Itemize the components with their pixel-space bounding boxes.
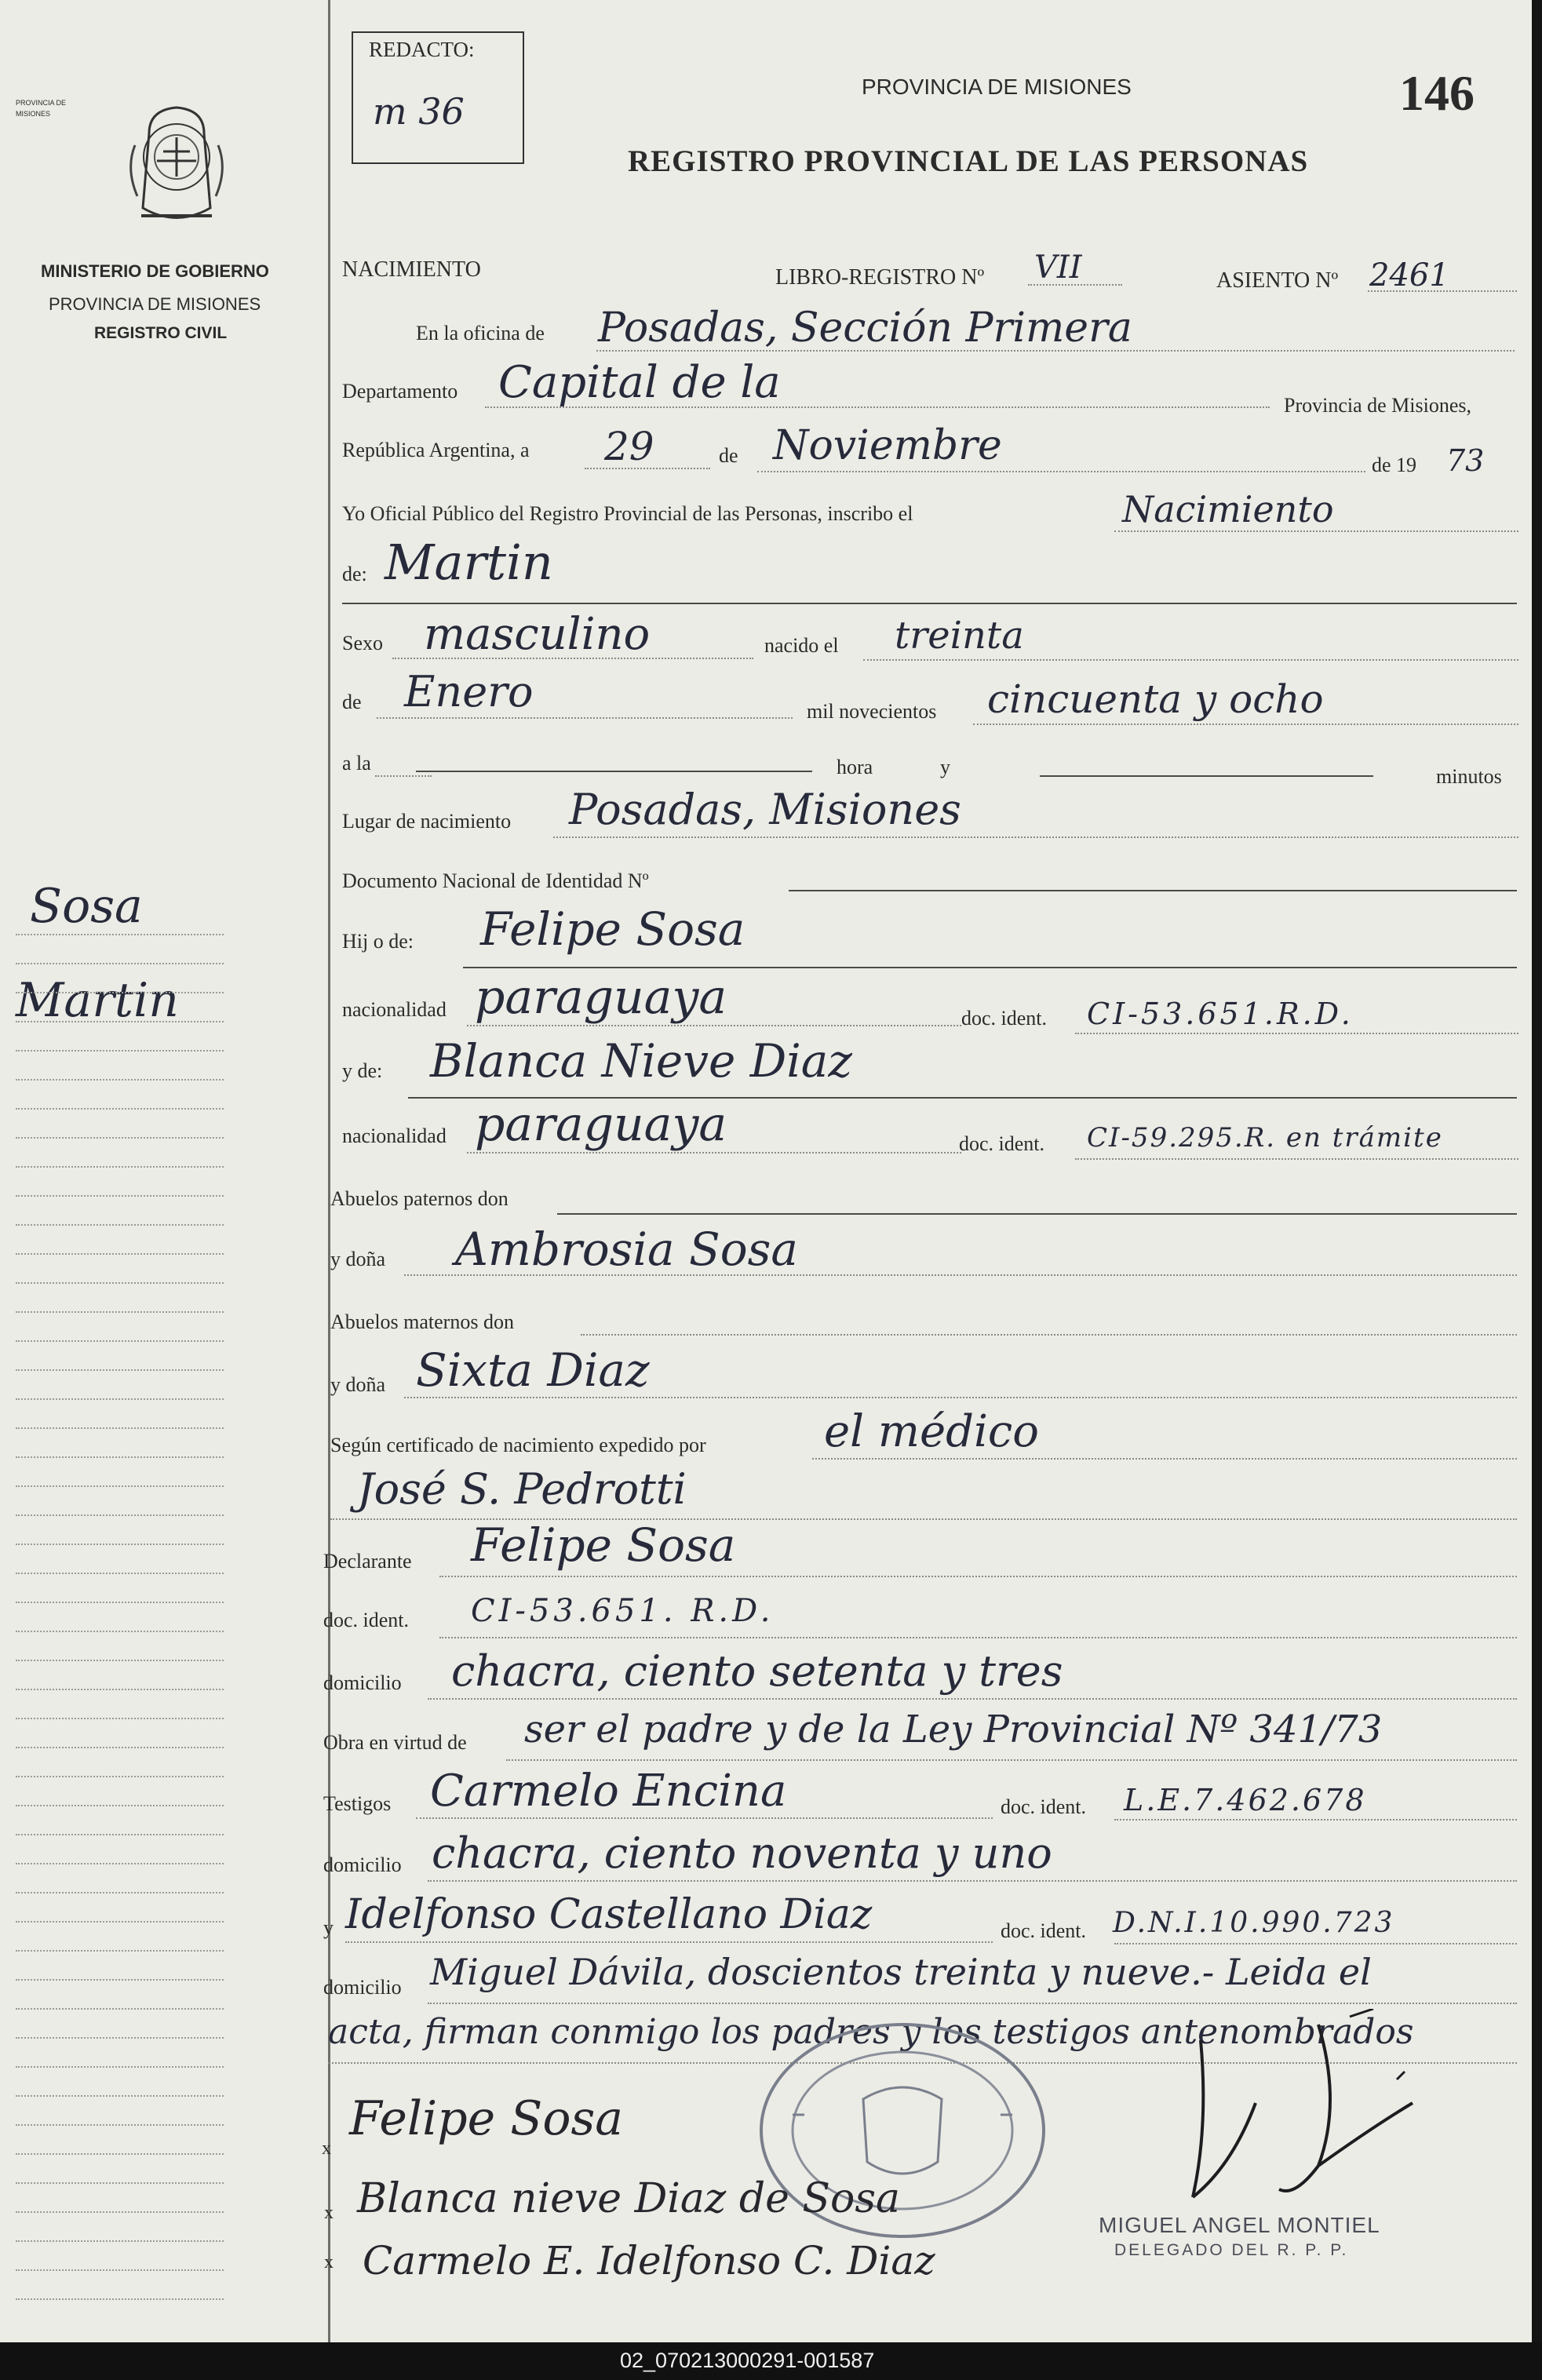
- margin-ledger-line: [16, 1311, 224, 1313]
- signature-mark-3: x: [324, 2252, 334, 2272]
- nacido-value: treinta: [895, 614, 1024, 658]
- testigos-label: Testigos: [323, 1792, 392, 1815]
- signature-witnesses: Carmelo E. Idelfonso C. Diaz: [363, 2238, 935, 2283]
- seal-text-top: PROVINCIA DE: [16, 99, 67, 107]
- asiento-value: 2461: [1369, 257, 1449, 293]
- redacto-label: REDACTO:: [369, 38, 475, 61]
- margin-ledger-line: [16, 2240, 224, 2242]
- margin-ledger-line: [16, 1369, 224, 1371]
- padre-value: Felipe Sosa: [480, 902, 745, 956]
- testigo2-doc-value: D.N.I.10.990.723: [1113, 1907, 1395, 1939]
- margin-ledger-line: [16, 2269, 224, 2271]
- madre-doc-label: doc. ident.: [959, 1132, 1045, 1155]
- margin-ledger-line: [16, 1282, 224, 1284]
- officer-signature-icon: [1138, 2009, 1467, 2244]
- margin-ledger-line: [16, 1137, 224, 1139]
- y-label: y: [940, 756, 950, 778]
- margin-ledger-line: [16, 2182, 224, 2184]
- declarante-value: Felipe Sosa: [471, 1518, 736, 1572]
- signature-mark-2: x: [324, 2203, 334, 2223]
- libro-value: VII: [1034, 250, 1082, 286]
- a-la-label: a la: [342, 752, 371, 775]
- paterna-dona-label: y doña: [330, 1248, 386, 1270]
- testigo2-y-label: y: [323, 1916, 334, 1939]
- page-number: 146: [1399, 65, 1475, 121]
- margin-ledger-line: [16, 992, 224, 993]
- margin-ledger-line: [16, 1718, 224, 1719]
- officer-title: DELEGADO DEL R. P. P.: [1114, 2241, 1349, 2259]
- de-label: de: [719, 444, 738, 467]
- margin-ledger-line: [16, 2124, 224, 2126]
- margin-ledger-line: [16, 1892, 224, 1893]
- margin-ledger-line: [16, 1224, 224, 1226]
- hora-label: hora: [837, 756, 873, 778]
- sidebar-province-label: PROVINCIA DE MISIONES: [49, 294, 261, 314]
- image-id-bar: [0, 2342, 1542, 2380]
- abuelos-maternos-label: Abuelos maternos don: [330, 1310, 514, 1333]
- lugar-label: Lugar de nacimiento: [342, 810, 512, 833]
- obra-label: Obra en virtud de: [323, 1731, 467, 1754]
- domicilio-label: domicilio: [323, 1671, 402, 1694]
- margin-ledger-line: [16, 2095, 224, 2097]
- margin-ledger-line: [16, 1514, 224, 1516]
- oficial-text: Yo Oficial Público del Registro Provincial de las Personas, inscribo el: [342, 502, 913, 525]
- provincia-suffix: Provincia de Misiones,: [1284, 394, 1472, 417]
- margin-ledger-line: [16, 1485, 224, 1487]
- registry-title: REGISTRO PROVINCIAL DE LAS PERSONAS: [628, 144, 1309, 178]
- domicilio-value: chacra, ciento setenta y tres: [451, 1646, 1063, 1696]
- testigo2-dom-value: Miguel Dávila, doscientos treinta y nueve.- Leida el: [430, 1951, 1372, 1993]
- day-value: 29: [604, 424, 654, 469]
- image-id-text: 02_070213000291-001587: [620, 2349, 875, 2372]
- signature-mark-1: x: [322, 2138, 331, 2159]
- padre-nacionalidad-label: nacionalidad: [342, 998, 447, 1021]
- padre-doc-label: doc. ident.: [961, 1007, 1048, 1030]
- hijo-label: Hij o de:: [342, 930, 414, 953]
- mil-label: mil novecientos: [807, 700, 937, 723]
- madre-value: Blanca Nieve Diaz: [430, 1034, 852, 1088]
- de-mes-label: de: [342, 691, 362, 713]
- margin-ledger-line: [16, 1544, 224, 1545]
- obra-value: ser el padre y de la Ley Provincial Nº 341/73: [524, 1708, 1383, 1751]
- signature-mother: Blanca nieve Diaz de Sosa: [357, 2175, 901, 2222]
- margin-ledger-line: [16, 1456, 224, 1458]
- margin-ledger-line: [16, 1631, 224, 1632]
- testigo1-doc-label: doc. ident.: [1001, 1795, 1087, 1818]
- declarante-doc-value: CI-53.651. R.D.: [471, 1593, 775, 1629]
- record-type-label: NACIMIENTO: [342, 257, 481, 282]
- materna-dona-label: y doña: [330, 1373, 386, 1396]
- departamento-value: Capital de la: [498, 357, 781, 408]
- margin-ledger-line: [16, 2211, 224, 2213]
- abuela-materna-value: Sixta Diaz: [416, 1343, 650, 1397]
- testigo2-value: Idelfonso Castellano Diaz: [345, 1891, 873, 1938]
- madre-nacionalidad-label: nacionalidad: [342, 1124, 447, 1147]
- margin-ledger-line: [16, 1950, 224, 1952]
- libro-label: LIBRO-REGISTRO Nº: [775, 265, 985, 290]
- segun-value: el médico: [824, 1406, 1039, 1457]
- margin-name: Martin: [16, 973, 179, 1028]
- declarante-doc-label: doc. ident.: [323, 1609, 410, 1631]
- margin-ledger-line: [16, 963, 224, 964]
- abuelos-paternos-label: Abuelos paternos don: [330, 1187, 509, 1210]
- margin-ledger-line: [16, 1573, 224, 1574]
- province-seal-icon: [118, 98, 235, 235]
- margin-ledger-line: [16, 2008, 224, 2010]
- testigo1-dom-label: domicilio: [323, 1853, 402, 1876]
- redacto-value: m 36: [373, 90, 465, 133]
- signature-father: Felipe Sosa: [349, 2091, 624, 2146]
- margin-ledger-line: [16, 1660, 224, 1661]
- madre-nac-value: paraguaya: [475, 1097, 727, 1152]
- margin-ledger-line: [16, 1747, 224, 1748]
- margin-ledger-line: [16, 1166, 224, 1168]
- margin-ledger-line: [16, 1602, 224, 1603]
- margin-ledger-line: [16, 1689, 224, 1690]
- margin-ledger-line: [16, 1979, 224, 1981]
- padre-nac-value: paraguaya: [475, 970, 727, 1025]
- testigo2-doc-label: doc. ident.: [1001, 1919, 1087, 1942]
- sexo-label: Sexo: [342, 632, 383, 654]
- margin-ledger-line: [16, 2066, 224, 2068]
- y-de-label: y de:: [342, 1059, 383, 1082]
- segun-label: Según certificado de nacimiento expedido por: [330, 1434, 706, 1456]
- nombre-value: Martin: [385, 534, 553, 591]
- margin-ledger-line: [16, 1834, 224, 1835]
- month-value: Noviembre: [773, 422, 1002, 469]
- margin-ledger-line: [16, 1021, 224, 1022]
- testigo1-dom-value: chacra, ciento noventa y uno: [432, 1828, 1052, 1878]
- minutos-label: minutos: [1436, 765, 1502, 788]
- asiento-label: ASIENTO Nº: [1216, 268, 1339, 293]
- margin-ledger-line: [16, 1805, 224, 1806]
- medico-value: José S. Pedrotti: [357, 1464, 687, 1514]
- abuela-paterna-value: Ambrosia Sosa: [455, 1223, 798, 1276]
- cierre-value: acta, firman conmigo los padres y los testigos antenombrados: [328, 2012, 1414, 2052]
- madre-doc-value: CI-59.295.R. en trámite: [1087, 1122, 1443, 1154]
- margin-ledger-line: [16, 1108, 224, 1110]
- de-colon-label: de:: [342, 563, 367, 585]
- margin-ledger-line: [16, 1079, 224, 1081]
- republica-label: República Argentina, a: [342, 439, 530, 461]
- province-title: PROVINCIA DE MISIONES: [862, 75, 1132, 99]
- documento-label: Documento Nacional de Identidad Nº: [342, 869, 649, 892]
- margin-ledger-line: [16, 1921, 224, 1923]
- margin-ledger-line: [16, 1863, 224, 1864]
- margin-ledger-line: [16, 2298, 224, 2300]
- margin-ledger-line: [16, 1253, 224, 1255]
- oficina-value: Posadas, Sección Primera: [598, 304, 1132, 352]
- margin-ledger-line: [16, 934, 224, 935]
- declarante-label: Declarante: [323, 1550, 412, 1573]
- anio-nac-value: cincuenta y ocho: [987, 676, 1324, 722]
- year-value: 73: [1446, 443, 1485, 478]
- oficina-label: En la oficina de: [416, 322, 545, 344]
- padre-doc-value: CI-53.651.R.D.: [1087, 997, 1354, 1031]
- departamento-label: Departamento: [342, 380, 458, 403]
- testigo2-dom-label: domicilio: [323, 1976, 402, 1999]
- margin-ledger-line: [16, 1340, 224, 1342]
- margin-ledger-line: [16, 2037, 224, 2039]
- testigo1-doc-value: L.E.7.462.678: [1124, 1783, 1367, 1817]
- margin-ledger-line: [16, 1195, 224, 1197]
- margin-ledger-line: [16, 1050, 224, 1052]
- margin-ledger-line: [16, 1398, 224, 1400]
- mes-nac-value: Enero: [404, 667, 534, 716]
- lugar-value: Posadas, Misiones: [569, 785, 961, 834]
- margin-ledger-line: [16, 1776, 224, 1777]
- year-prefix: de 19: [1372, 454, 1417, 476]
- margin-ledger-line: [16, 1427, 224, 1429]
- testigo1-value: Carmelo Encina: [430, 1766, 787, 1817]
- margin-ledger-line: [16, 2153, 224, 2155]
- ministry-label: MINISTERIO DE GOBIERNO: [41, 261, 269, 281]
- inscribo-value: Nacimiento: [1122, 488, 1334, 530]
- sexo-value: masculino: [424, 609, 651, 660]
- seal-text-bottom: MISIONES: [16, 110, 51, 118]
- margin-surname: Sosa: [30, 879, 143, 934]
- officer-name: MIGUEL ANGEL MONTIEL: [1099, 2213, 1380, 2237]
- nacido-label: nacido el: [764, 634, 839, 657]
- registry-label: REGISTRO CIVIL: [94, 324, 228, 342]
